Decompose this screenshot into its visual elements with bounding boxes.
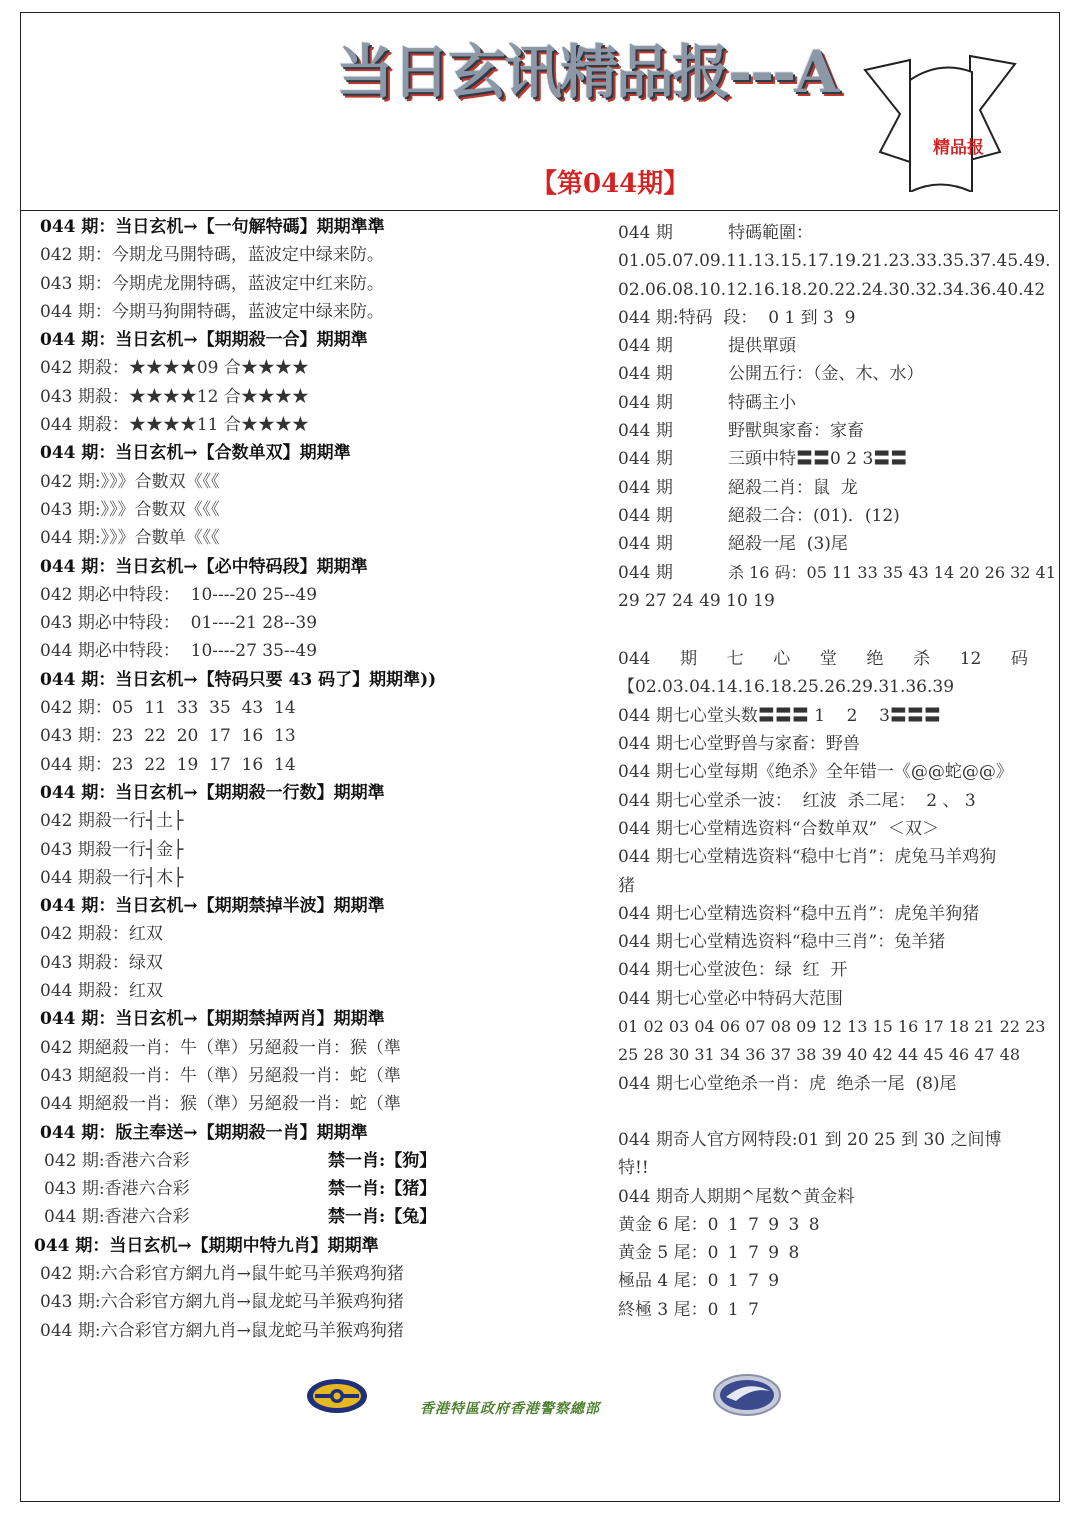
- right-column: [618, 219, 1056, 1324]
- list-item: 044 期:》》》合數单《《《: [40, 528, 220, 549]
- list-item: 044 期殺一行┤木├: [40, 867, 184, 888]
- row-label: 043 期:香港六合彩: [44, 1179, 190, 1200]
- badge-ribbon-icon: [840, 42, 1040, 192]
- section-heading: 044 期：当日玄机→【合数单双】期期準: [40, 443, 351, 464]
- row-label: 044 期:香港六合彩: [44, 1207, 190, 1228]
- issue-prefix: 044 期: [618, 562, 673, 583]
- list-item: 043 期:》》》合數双《《《: [40, 499, 220, 520]
- tail-label: 黄金 6 尾：: [618, 1214, 708, 1235]
- tail-row: [618, 1239, 1038, 1267]
- footer-caption: 香港特區政府香港警察總部: [420, 1401, 600, 1417]
- section-heading: 044 期：当日玄机→【特码只要 43 码了】期期準)): [40, 669, 437, 690]
- list-item: 043 期殺一行┤金├: [40, 839, 184, 860]
- list-item: 044 期：今期马狗開特碼，蓝波定中绿来防。: [40, 301, 384, 322]
- list-item: 043 期絕殺一肖：牛（準）另絕殺一肖：蛇（準: [40, 1065, 401, 1086]
- issue-prefix: 044 期: [618, 364, 673, 385]
- list-item: 044 期:六合彩官方網九肖→鼠龙蛇马羊猴鸡狗猪: [40, 1320, 404, 1341]
- list-item: 044 期七心堂每期《绝杀》全年错一《@@蛇@@》: [618, 762, 1013, 783]
- list-item: 044 期七心堂精选资料“合数单双” ＜双＞: [618, 818, 940, 839]
- item-text: 杀 16 码：05 11 33 35 43 14 20 26 32 41: [728, 562, 1056, 582]
- list-item: 044 期七心堂精选资料“稳中三肖”：兔羊猪: [618, 932, 946, 953]
- list-item: 042 期必中特段： 10----20 25--49: [40, 584, 318, 605]
- list-item: 042 期殺一行┤土├: [40, 811, 184, 832]
- page-title: 当日玄讯精品报---A: [336, 38, 838, 106]
- item-text: 絕殺二合：(01)．(12): [728, 505, 900, 526]
- range-odd: 01.05.07.09.11.13.15.17.19.21.23.33.35.37.45.49.: [618, 251, 1051, 272]
- issue-prefix: 044 期: [618, 392, 673, 413]
- list-item: [618, 389, 1038, 417]
- heading-word: 码: [1010, 649, 1028, 670]
- range-line: 01 02 03 04 06 07 08 09 12 13 15 16 17 18 21 22 23: [618, 1017, 1046, 1037]
- issue-prefix: 044 期: [618, 505, 673, 526]
- list-item: 044 期七心堂必中特码大范围: [618, 988, 843, 1009]
- seven-heart-heading: [618, 645, 1028, 673]
- item-text: 三頭中特〓〓0 2 3〓〓: [728, 449, 908, 470]
- heading-word: 12: [959, 649, 982, 670]
- item-text: 絕殺一尾 (3)尾: [728, 534, 848, 555]
- list-item: 043 期殺：★★★★12 合★★★★: [40, 386, 309, 407]
- list-item: [618, 530, 1038, 558]
- list-item-continuation: 猪: [618, 875, 635, 896]
- heading-word: 堂: [819, 649, 837, 670]
- list-item: [40, 1203, 600, 1231]
- heading-word: 044: [618, 649, 651, 670]
- item-text: 特碼主小: [728, 392, 796, 413]
- list-item: 042 期:》》》合數双《《《: [40, 471, 220, 492]
- kill-continuation: 29 27 24 49 10 19: [618, 590, 775, 611]
- row-value: 禁一肖:【狗】: [328, 1150, 437, 1171]
- left-column: [34, 213, 600, 1345]
- section-heading: 044 期：当日玄机→【期期禁掉半波】期期準: [40, 896, 385, 917]
- section-heading: 044 期：版主奉送→【期期殺一肖】期期準: [40, 1122, 368, 1143]
- list-item: 042 期：05 11 33 35 43 14: [40, 698, 296, 719]
- list-item: 044 期：23 22 19 17 16 14: [40, 754, 296, 775]
- issue-prefix: 044 期: [618, 223, 673, 243]
- item-text: 野獸與家畜：家畜: [728, 421, 864, 442]
- issue-prefix: 044 期: [618, 421, 673, 442]
- list-item: 044 期七心堂波色：绿 红 开: [618, 960, 848, 981]
- range-even: 02.06.08.10.12.16.18.20.22.24.30.32.34.36.40.42: [618, 279, 1046, 300]
- heading-word: 七: [726, 649, 744, 670]
- list-item: [618, 417, 1038, 445]
- section-heading: 044 期：当日玄机→【期期殺一合】期期準: [40, 330, 368, 351]
- tail-value: 0 1 7 9 3 8: [707, 1214, 822, 1235]
- list-item: 044 期絕殺一肖：猴（準）另絕殺一肖：蛇（準: [40, 1094, 401, 1115]
- tail-row: [618, 1211, 1038, 1239]
- list-item: 043 期:六合彩官方網九肖→鼠龙蛇马羊猴鸡狗猪: [40, 1292, 404, 1313]
- issue-prefix: 044 期: [618, 336, 673, 357]
- range-heading: [618, 219, 1038, 247]
- tail-value: 0 1 7 9: [707, 1271, 782, 1292]
- issue-label: 【第044期】: [531, 169, 690, 199]
- item-text: 提供單頭: [728, 336, 796, 357]
- range-title: 特碼範圍：: [728, 223, 813, 243]
- list-item: 042 期殺：红双: [40, 924, 163, 945]
- row-value: 禁一肖:【猪】: [328, 1179, 437, 1200]
- list-item: 044 期七心堂野兽与家畜：野兽: [618, 734, 860, 755]
- list-item: 043 期：23 22 20 17 16 13: [40, 726, 296, 747]
- tail-label: 極品 4 尾：: [618, 1271, 708, 1292]
- section-heading: 044 期：当日玄机→【期期中特九肖】期期準: [34, 1235, 379, 1256]
- list-item: 044 期必中特段： 10----27 35--49: [40, 641, 318, 662]
- kill-list: 【02.03.04.14.16.18.25.26.29.31.36.39: [618, 677, 955, 698]
- tail-row: [618, 1296, 1038, 1324]
- list-item: 044 期七心堂头数〓〓〓 1 2 3〓〓〓: [618, 705, 941, 726]
- list-item: [618, 332, 1038, 360]
- issue-prefix: 044 期: [618, 534, 673, 555]
- list-item: 044 期七心堂精选资料“稳中五肖”：虎兔羊狗猪: [618, 903, 980, 924]
- list-item: 044 期七心堂杀一波： 红波 杀二尾： 2 、 3: [618, 790, 976, 811]
- list-item: 044 期殺：红双: [40, 981, 163, 1002]
- heading-word: 心: [773, 649, 791, 670]
- list-item: 044 期七心堂精选资料“稳中七肖”：虎兔马羊鸡狗: [618, 847, 997, 868]
- section-heading: 044 期：当日玄机→【期期禁掉两肖】期期準: [40, 1009, 385, 1030]
- special-segment-cont: 特!!: [618, 1158, 649, 1179]
- list-item: [618, 474, 1038, 502]
- special-segment: 044 期奇人官方网特段:01 到 20 25 到 30 之间博: [618, 1129, 1002, 1150]
- item-text: 絕殺二肖：鼠 龙: [728, 477, 858, 498]
- range-line: 25 28 30 31 34 36 37 38 39 40 42 44 45 46 47 48: [618, 1045, 1021, 1065]
- list-item: [618, 360, 1038, 388]
- tail-row: [618, 1267, 1038, 1295]
- issue-prefix: 044 期: [618, 449, 673, 470]
- list-item: [40, 1147, 600, 1175]
- tail-value: 0 1 7: [707, 1299, 761, 1320]
- item-text: 公開五行：（金、木、水）: [728, 364, 924, 385]
- tail-value: 0 1 7 9 8: [707, 1243, 802, 1264]
- list-item: [40, 1175, 600, 1203]
- section-heading: 044 期：当日玄机→【一句解特碼】期期準準: [40, 217, 385, 237]
- agency-emblem-icon: [712, 1373, 782, 1417]
- list-item: [618, 502, 1038, 530]
- list-item: 043 期：今期虎龙開特碼，蓝波定中红来防。: [40, 273, 384, 294]
- police-emblem-icon: [305, 1376, 369, 1416]
- list-item: 044 期七心堂绝杀一肖：虎 绝杀一尾 (8)尾: [618, 1073, 957, 1094]
- tail-label: 黄金 5 尾：: [618, 1243, 708, 1264]
- tail-label: 終極 3 尾：: [618, 1299, 708, 1320]
- list-item: 044 期殺：★★★★11 合★★★★: [40, 415, 309, 436]
- section-heading: 044 期：当日玄机→【必中特码段】期期準: [40, 556, 368, 577]
- list-item: 042 期絕殺一肖：牛（準）另絕殺一肖：猴（準: [40, 1037, 401, 1058]
- heading-word: 杀: [913, 649, 931, 670]
- list-item: [618, 559, 1056, 587]
- heading-word: 期: [680, 649, 698, 670]
- tail-heading: 044 期奇人期期^尾数^黄金料: [618, 1186, 855, 1207]
- list-item: 042 期:六合彩官方網九肖→鼠牛蛇马羊猴鸡狗猪: [40, 1263, 404, 1284]
- issue-prefix: 044 期: [618, 477, 673, 498]
- segment-line: 044 期:特码 段： 0 1 到 3 9: [618, 307, 856, 328]
- list-item: [618, 445, 1038, 473]
- list-item: 043 期必中特段： 01----21 28--39: [40, 613, 318, 634]
- heading-word: 绝: [866, 649, 884, 670]
- row-label: 042 期:香港六合彩: [44, 1150, 190, 1171]
- list-item: 042 期：今期龙马開特碼，蓝波定中绿来防。: [40, 245, 384, 266]
- list-item: 043 期殺：绿双: [40, 952, 163, 973]
- section-heading: 044 期：当日玄机→【期期殺一行数】期期準: [40, 782, 385, 803]
- list-item: 042 期殺：★★★★09 合★★★★: [40, 358, 309, 379]
- row-value: 禁一肖:【兔】: [328, 1207, 437, 1228]
- badge-label: 精品报: [933, 138, 984, 158]
